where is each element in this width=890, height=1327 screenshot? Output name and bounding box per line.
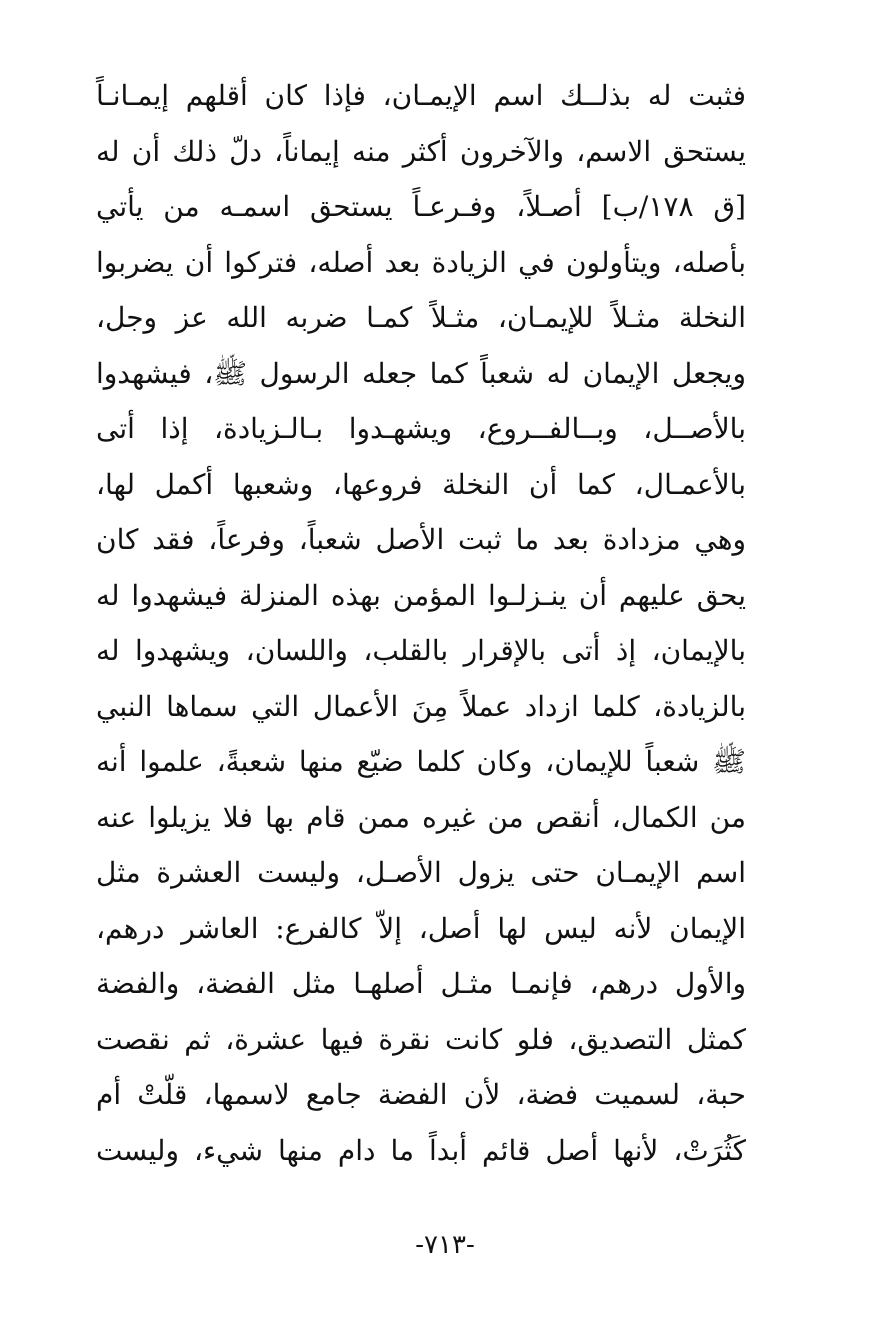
- page-number: -٧١٣-: [415, 1230, 475, 1260]
- text-line: النخلة مثـلاً للإيمـان، مثـلاً كمـا ضربه الله عز وجل،: [96, 301, 746, 334]
- text-line: من الكمال، أنقص من غيره ممن قام بها فلا يزيلوا عنه: [96, 800, 746, 834]
- text-line: بالإيمان، إذ أتى بالإقرار بالقلب، واللسان، ويشهدوا له: [96, 634, 746, 667]
- text-line: بالزيادة، كلما ازداد عملاً مِنَ الأعمال التي سماها النبي: [96, 689, 746, 723]
- text-line: بالأصــل، وبــالفــروع، ويشهـدوا بـالـزيادة، إذا أتى: [96, 412, 746, 445]
- text-line: وهي مزدادة بعد ما ثبت الأصل شعباً، وفرعاً، فقد كان: [96, 523, 746, 556]
- text-line: حبة، لسميت فضة، لأن الفضة جامع لاسمها، قلّتْ أم: [96, 1078, 746, 1111]
- text-line: ﷺ شعباً للإيمان، وكان كلما ضيّع منها شعبةً، علموا أنه: [96, 745, 746, 778]
- text-line: بأصله، ويتأولون في الزيادة بعد أصله، فتركوا أن يضربوا: [96, 245, 746, 279]
- text-line: كَثُرَتْ، لأنها أصل قائم أبداً ما دام منها شيء، وليست: [96, 1133, 746, 1167]
- text-line: كمثل التصديق، فلو كانت نقرة فيها عشرة، ثم نقصت: [96, 1022, 746, 1056]
- text-line: والأول درهم، فإنمـا مثـل أصلهـا مثل الفضة، والفضة: [96, 967, 746, 1000]
- text-line: الإيمان لأنه ليس لها أصل، إلاّ كالفرع: العاشر درهم،: [96, 911, 746, 945]
- text-line: يحق عليهم أن ينـزلـوا المؤمن بهذه المنزلة فيشهدوا له: [96, 578, 746, 612]
- text-line: ويجعل الإيمان له شعباً كما جعله الرسول ﷺ، فيشهدوا: [96, 356, 746, 390]
- text-line: اسم الإيمـان حتى يزول الأصـل، وليست العشرة مثل: [96, 856, 746, 889]
- text-line: [ق ١٧٨/ب] أصـلاً، وفـرعـاً يستحق اسمـه من يأتي: [96, 190, 746, 223]
- body-text: [96, 68, 746, 1178]
- text-line: بالأعمـال، كما أن النخلة فروعها، وشعبها أكمل لها،: [96, 467, 746, 501]
- text-line: يستحق الاسم، والآخرون أكثر منه إيماناً، دلّ ذلك أن له: [96, 134, 747, 168]
- text-line: فثبت له بذلــك اسم الإيمـان، فإذا كان أقلهم إيمـانـاً: [96, 79, 746, 112]
